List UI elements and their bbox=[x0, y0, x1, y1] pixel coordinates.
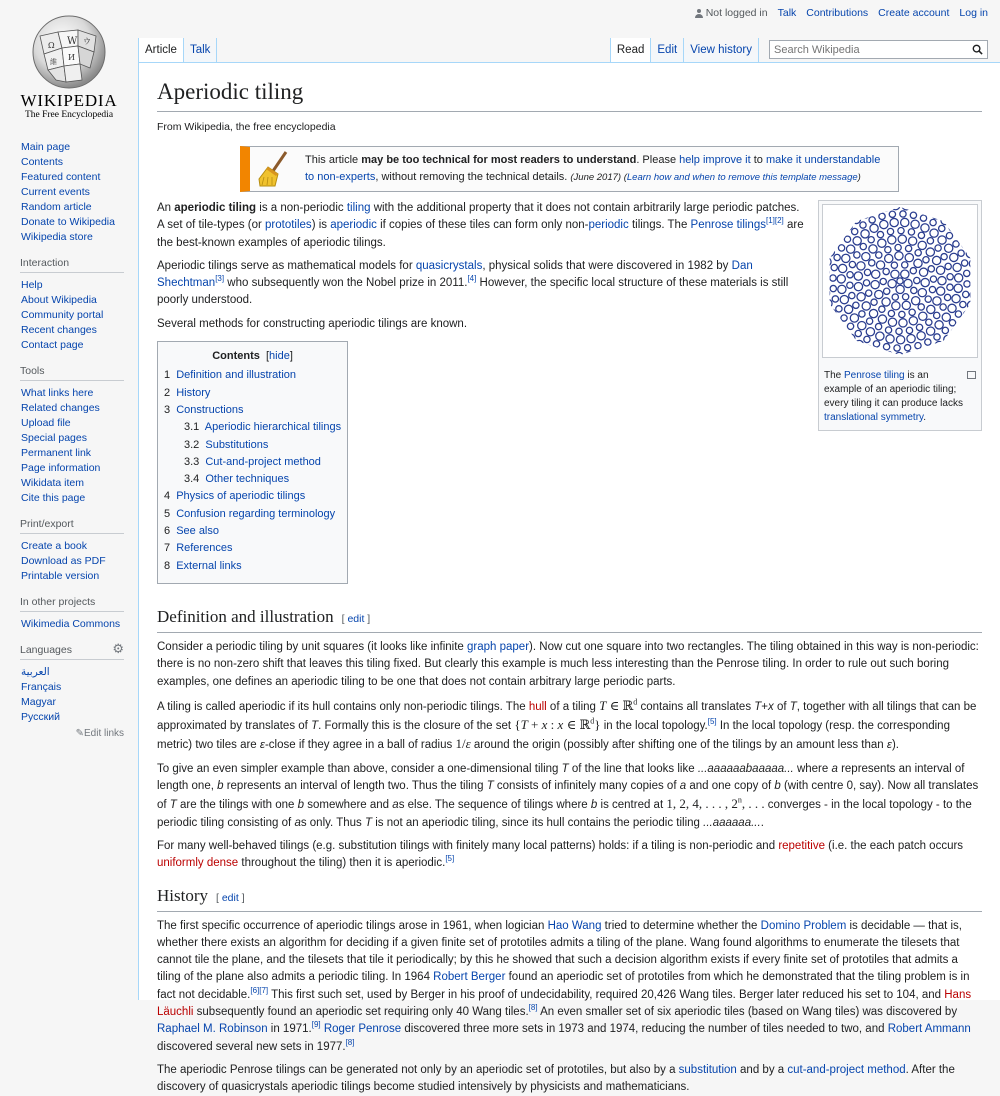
not-logged-in-label: Not logged in bbox=[705, 7, 768, 19]
edit-section-link[interactable]: edit bbox=[347, 612, 365, 625]
toc-heading: Contents bbox=[212, 350, 260, 363]
svg-text:И: И bbox=[68, 53, 75, 62]
sidebar-item-about[interactable]: About Wikipedia bbox=[21, 294, 97, 306]
edit-links-label: Edit links bbox=[83, 728, 124, 739]
toc-item[interactable]: 3.3 Cut-and-project method bbox=[184, 455, 321, 468]
user-icon bbox=[695, 9, 703, 18]
tab-view-history[interactable] bbox=[684, 38, 759, 62]
search-box bbox=[769, 40, 988, 59]
other-projects-heading: In other projects bbox=[20, 596, 124, 612]
view-tabs bbox=[610, 38, 988, 62]
tab-read[interactable] bbox=[610, 38, 652, 62]
magnify-icon[interactable] bbox=[967, 371, 976, 379]
svg-text:W: W bbox=[67, 36, 78, 47]
toc-title: Contents [hide] bbox=[212, 350, 293, 363]
contributions-link[interactable]: Contributions bbox=[806, 7, 869, 19]
sidebar-item-help[interactable]: Help bbox=[21, 279, 43, 291]
tools-heading: Tools bbox=[20, 365, 124, 381]
toc-item[interactable]: 3.2 Substitutions bbox=[184, 438, 269, 451]
section-definition-heading: Definition and illustration [ edit ] bbox=[157, 606, 982, 633]
learn-remove-link[interactable]: Learn how and when to remove this template message bbox=[626, 172, 858, 183]
sidebar-item-donate[interactable]: Donate to Wikipedia bbox=[21, 216, 115, 228]
sidebar-languages bbox=[20, 641, 124, 739]
sidebar-item-main-page[interactable]: Main page bbox=[21, 141, 71, 153]
gear-icon[interactable]: ⚙ bbox=[112, 641, 124, 656]
sidebar-item-store[interactable]: Wikipedia store bbox=[21, 231, 93, 243]
languages-heading bbox=[20, 641, 124, 660]
broom-icon bbox=[256, 149, 296, 189]
sidebar-item-contents[interactable]: Contents bbox=[21, 156, 64, 168]
sidebar-item-wikimedia-commons[interactable]: Wikimedia Commons bbox=[21, 618, 121, 630]
svg-text:ウ: ウ bbox=[83, 37, 91, 46]
talk-link[interactable]: Talk bbox=[777, 7, 797, 19]
sidebar-item-featured-content[interactable]: Featured content bbox=[21, 171, 101, 183]
tab-edit[interactable] bbox=[651, 38, 684, 62]
sidebar-item-random-article[interactable]: Random article bbox=[21, 201, 92, 213]
notice-text-bold: may be too technical for most readers to understand bbox=[361, 154, 637, 166]
figure-caption bbox=[822, 364, 978, 427]
site-subtitle: From Wikipedia, the free encyclopedia bbox=[157, 121, 336, 133]
notice-text-3: to bbox=[750, 154, 766, 166]
definition-heading-label: Definition and illustration bbox=[157, 606, 334, 626]
section-history-heading: History [ edit ] bbox=[157, 885, 982, 912]
tab-article[interactable] bbox=[138, 38, 184, 62]
toc-item[interactable]: 8 External links bbox=[164, 559, 242, 572]
sidebar-item-lang-hungarian[interactable]: Magyar bbox=[21, 696, 57, 708]
sidebar-item-contact-page[interactable]: Contact page bbox=[21, 339, 84, 351]
sidebar-item-lang-russian[interactable]: Русский bbox=[21, 711, 60, 723]
sidebar-item-wikidata-item[interactable]: Wikidata item bbox=[21, 477, 85, 489]
puzzle-globe-icon bbox=[28, 12, 110, 90]
tagline: The Free Encyclopedia bbox=[24, 110, 114, 120]
technical-notice bbox=[240, 146, 899, 192]
sidebar-item-cite-this-page[interactable]: Cite this page bbox=[21, 492, 86, 504]
log-in-link[interactable]: Log in bbox=[959, 7, 988, 19]
content bbox=[138, 62, 1000, 1094]
namespace-tabs bbox=[138, 38, 217, 62]
interaction-heading: Interaction bbox=[20, 257, 124, 273]
toc-item[interactable]: 7 References bbox=[164, 542, 233, 555]
caption-symmetry-link[interactable]: translational symmetry bbox=[824, 412, 924, 424]
personal-tools bbox=[695, 7, 988, 19]
sidebar-item-permanent-link[interactable]: Permanent link bbox=[21, 447, 92, 459]
intro-paragraph-1: An aperiodic tiling is a non-periodic tiling with the additional property that it does not contain arbitrarily large periodic patches. A set of tile-types (or prototiles) is aperiodic if copies of these tiles can form only non-periodic tilings. The Penrose tilings[1][2] are the best-known examples of aperiodic tilings. bbox=[157, 202, 804, 249]
page-title: Aperiodic tiling bbox=[157, 77, 982, 112]
technical-notice-text: This article may be too technical for most readers to understand. Please help improve it to make it understandable to non-experts, without removing the technical details. (June 2017) (Learn how and when to remove this template message) bbox=[305, 154, 881, 183]
tab-edit-label: Edit bbox=[657, 44, 678, 56]
create-account-link[interactable]: Create account bbox=[878, 7, 950, 19]
toc-item[interactable]: 2 History bbox=[164, 386, 211, 399]
sidebar bbox=[0, 140, 138, 751]
sidebar-item-community-portal[interactable]: Community portal bbox=[21, 309, 104, 321]
table-of-contents bbox=[157, 341, 348, 584]
definition-paragraph-3: To give an even simpler example than above, consider a one-dimensional tiling T of the line that looks like ...aaaaaabaaaaa... where a represents an interval of length one, b represents an interval of length two. Thus the tiling T consists of infinitely many copies of a and one copy of b (with centre 0, say). Now all translates of T are the tilings with one b somewhere and as else. The sequence of tilings where b is centred at 1, 2, 4, . . . , 2$^n$, . . . converges - in the local topology - to the periodic tiling consisting of as only. Thus T is not an aperiodic tiling, since its hull contains the periodic tiling ...aaaaaa.... bbox=[157, 762, 979, 829]
wikipedia-logo[interactable] bbox=[0, 0, 138, 130]
print-export-heading: Print/export bbox=[20, 518, 124, 534]
edit-section-link[interactable]: edit bbox=[221, 891, 239, 904]
intro-paragraph-3: Several methods for constructing aperiodic tilings are known. bbox=[157, 317, 468, 330]
history-paragraph-1: The first specific occurrence of aperiodic tilings arose in 1961, when logician Hao Wang tried to determine whether the Domino Problem is decidable — that is, whether there exists an algorithm for deciding if a given finite set of prototiles admits a tiling of the plane. Wang found algorithms to enumerate the tilesets that cannot tile the plane, and the tilesets that tile it periodically; by this he showed that such a decision algorithm exists if every finite set of prototiles that admits a tiling of the plane also admits a periodic tiling. In 1964 Robert Berger found an aperiodic set of prototiles from which he demonstrated that the tiling problem is in fact not decidable.[6][7] This first such set, used by Berger in his proof of undecidability, required 20,426 Wang tiles. Berger later reduced his set to 104, and Hans Läuchli subsequently found an aperiodic set requiring only 40 Wang tiles.[8] An even smaller set of six aperiodic tiles (based on Wang tiles) was discovered by Raphael M. Robinson in 1971.[9] Roger Penrose discovered three more sets in 1973 and 1974, reducing the number of tiles needed to two, and Robert Ammann discovered several new sets in 1977.[8] bbox=[157, 919, 972, 1053]
search-icon[interactable] bbox=[972, 44, 983, 55]
svg-text:Ω: Ω bbox=[48, 41, 55, 50]
sidebar-item-create-book[interactable]: Create a book bbox=[21, 540, 87, 552]
history-paragraph-2: The aperiodic Penrose tilings can be generated not only by an aperiodic set of prototiles, but also by a substitution and by a cut-and-project method. After the discovery of quasicrystals aperiodic tilings become studied intensively by physicists and mathematicians. bbox=[157, 1063, 955, 1094]
tab-talk[interactable] bbox=[184, 38, 217, 62]
help-improve-link[interactable]: help improve it bbox=[679, 154, 751, 166]
languages-heading-label: Languages bbox=[20, 644, 72, 656]
toc-hide-toggle[interactable]: hide bbox=[269, 350, 290, 363]
sidebar-item-what-links-here[interactable]: What links here bbox=[21, 387, 94, 399]
sidebar-item-upload-file[interactable]: Upload file bbox=[21, 417, 71, 429]
history-heading-label: History bbox=[157, 885, 208, 905]
sidebar-item-printable-version[interactable]: Printable version bbox=[21, 570, 100, 582]
sidebar-item-page-information[interactable]: Page information bbox=[21, 462, 101, 474]
toc-item[interactable]: 3 Constructions bbox=[164, 403, 244, 416]
pencil-icon: ✎ bbox=[75, 728, 84, 739]
definition-paragraph-2: A tiling is called aperiodic if its hull contains only non-periodic tilings. The hull of a tiling T ∈ ℝ$^d$ contains all translates T+x of T, together with all tilings that can be approximated by translates of T. Formally this is the closure of the set {T + x : x ∈ ℝ$^d$} in the local topology.[5] In the local topology (resp. the corresponding metric) two tiles are ε-close if they agree in a ball of radius 1/ε around the origin (possibly after shifting one of the tilings by an amount less than ε). bbox=[157, 697, 977, 752]
toc-item[interactable]: 3.4 Other techniques bbox=[184, 473, 290, 486]
caption-text-2: is an example of an aperiodic tiling; every tiling it can produce lacks bbox=[824, 370, 963, 410]
toc-item[interactable]: 3.1 Aperiodic hierarchical tilings bbox=[184, 421, 342, 434]
sidebar-item-recent-changes[interactable]: Recent changes bbox=[21, 324, 97, 336]
definition-paragraph-4: For many well-behaved tilings (e.g. substitution tilings with finitely many local patterns) holds: if a tiling is non-periodic and repetitive (i.e. the each patch occurs uniformly dense throughout the tiling) then it is aperiodic.[5] bbox=[157, 839, 964, 870]
caption-text-3: . bbox=[923, 412, 927, 424]
toc-item[interactable]: 4 Physics of aperiodic tilings bbox=[164, 490, 306, 503]
caption-penrose-link[interactable]: Penrose tiling bbox=[844, 370, 905, 382]
make-understandable-link[interactable]: make it understandable to non-experts bbox=[305, 154, 881, 183]
notice-text-2: . Please bbox=[636, 154, 680, 166]
toc-item[interactable]: 1 Definition and illustration bbox=[164, 369, 297, 382]
toc-item[interactable]: 6 See also bbox=[164, 525, 219, 538]
tab-view-history-label: View history bbox=[690, 44, 752, 56]
caption-text-1: The bbox=[824, 370, 845, 382]
penrose-figure bbox=[818, 200, 982, 431]
wordmark: WIKIPEDIA bbox=[20, 91, 118, 110]
sidebar-other-projects bbox=[21, 596, 124, 632]
notice-date: (June 2017) bbox=[570, 172, 622, 183]
svg-text:維: 維 bbox=[50, 58, 57, 66]
definition-paragraph-1: Consider a periodic tiling by unit squares (it looks like infinite graph paper). Now cut one square into two rectangles. The tiling obtained in this way is non-periodic: there is no non-zero shift that leaves this tiling fixed. But clearly this example is much less interesting than the Penrose tiling. In order to rule out such boring examples, one defines an aperiodic tiling to be one that does not contain arbitrary large periodic parts. bbox=[157, 640, 979, 688]
penrose-tiling-image[interactable] bbox=[822, 204, 978, 358]
sidebar-item-special-pages[interactable]: Special pages bbox=[21, 432, 87, 444]
not-logged-in bbox=[695, 7, 768, 19]
notice-text-1: This article bbox=[305, 154, 362, 166]
sidebar-item-download-pdf[interactable]: Download as PDF bbox=[21, 555, 106, 567]
sidebar-navigation bbox=[21, 140, 124, 245]
intro-paragraph-2: Aperiodic tilings serve as mathematical models for quasicrystals, physical solids that were discovered in 1982 by Dan Shechtman[3] who subsequently won the Nobel prize in 2011.[4] However, the specific local structure of these materials is still poorly understood. bbox=[157, 259, 789, 307]
sidebar-print-export bbox=[21, 518, 124, 584]
sidebar-interaction bbox=[21, 257, 124, 353]
toc-item[interactable]: 5 Confusion regarding terminology bbox=[164, 507, 336, 520]
sidebar-item-lang-arabic[interactable]: العربية bbox=[21, 666, 50, 678]
tab-article-label: Article bbox=[145, 44, 177, 56]
sidebar-item-lang-french[interactable]: Français bbox=[21, 681, 62, 693]
sidebar-tools bbox=[21, 365, 124, 506]
tab-talk-label: Talk bbox=[189, 44, 211, 56]
edit-links[interactable] bbox=[21, 728, 124, 739]
sidebar-item-current-events[interactable]: Current events bbox=[21, 186, 90, 198]
tab-read-label: Read bbox=[616, 44, 645, 56]
search-input[interactable] bbox=[770, 41, 965, 58]
notice-text-4: , without removing the technical details. bbox=[375, 171, 571, 183]
sidebar-item-related-changes[interactable]: Related changes bbox=[21, 402, 100, 414]
